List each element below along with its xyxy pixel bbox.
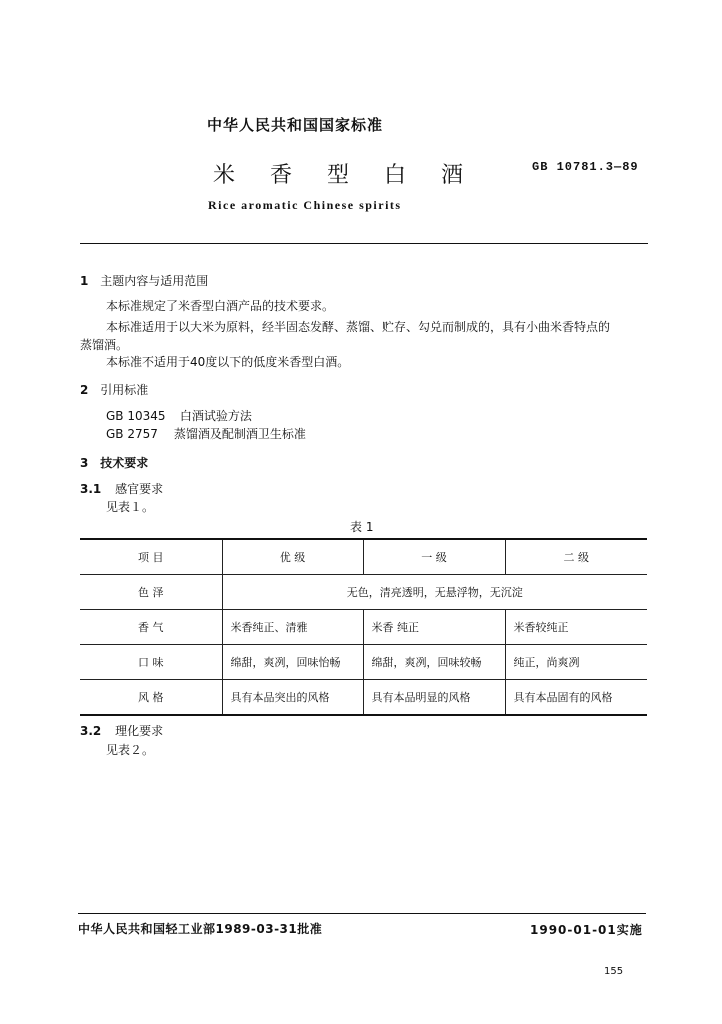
- row-item-cell: 色 泽: [80, 575, 222, 610]
- page-number: 155: [604, 966, 624, 977]
- header-cell-grade-2: 二 级: [505, 539, 647, 575]
- section-1-para-2: 本标准适用于以大米为原料，经半固态发酵、蒸馏、贮存、勾兑而制成的，具有小曲米香特点的: [106, 320, 611, 334]
- section-3-1-text: 见表１。: [106, 500, 155, 514]
- table-row: [80, 645, 647, 680]
- section-2-heading: [80, 381, 148, 398]
- section-1-para-1: 本标准规定了米香型白酒产品的技术要求。: [106, 299, 335, 313]
- table-row: [80, 610, 647, 645]
- standard-org: 中华人民共和国国家标准: [207, 116, 384, 134]
- reference-name: 蒸馏酒及配制酒卫生标准: [173, 427, 306, 441]
- table-cell: 具有本品固有的风格: [505, 680, 647, 716]
- table-header-row: [80, 539, 647, 575]
- row-item-cell: 口 味: [80, 645, 222, 680]
- header-cell-grade-1: 一 级: [363, 539, 505, 575]
- section-3-2-text: 见表２。: [106, 743, 155, 757]
- section-3-2-number: 3.2: [80, 724, 102, 738]
- header-rule: [80, 243, 648, 244]
- reference-name: 白酒试验方法: [179, 409, 252, 423]
- table-cell: 纯正，尚爽冽: [505, 645, 647, 680]
- table-cell: 绵甜，爽冽，回味较畅: [363, 645, 505, 680]
- table-cell: 绵甜，爽冽，回味怡畅: [222, 645, 363, 680]
- sensory-requirements-table: [80, 538, 647, 716]
- table-cell: 米香 纯正: [363, 610, 505, 645]
- reference-code: GB 2757: [106, 427, 158, 441]
- table-row: [80, 575, 647, 610]
- section-3-2-heading: [80, 722, 163, 739]
- section-1-heading: [80, 272, 208, 289]
- effective-date: 1990-01-01实施: [530, 923, 643, 937]
- table-cell: 米香较纯正: [505, 610, 647, 645]
- header-cell-premium: 优 级: [222, 539, 363, 575]
- section-3-2-title: 理化要求: [115, 724, 164, 738]
- document-title: 米 香 型 白 酒: [213, 163, 477, 188]
- reference-item: [106, 407, 252, 424]
- section-2-number: 2: [80, 383, 89, 397]
- section-3-1-number: 3.1: [80, 482, 102, 496]
- section-1-para-3: 本标准不适用于40度以下的低度米香型白酒。: [106, 355, 350, 369]
- section-1-number: 1: [80, 274, 89, 288]
- table-cell: 具有本品突出的风格: [222, 680, 363, 716]
- reference-item: [106, 425, 306, 442]
- table-cell: 米香纯正、清雅: [222, 610, 363, 645]
- section-3-heading: [80, 454, 148, 471]
- table-1-caption: 表 1: [350, 520, 374, 534]
- footer-rule: [78, 913, 646, 914]
- section-1-para-2-cont: 蒸馏酒。: [80, 338, 129, 352]
- merged-cell: 无色，清亮透明，无悬浮物，无沉淀: [222, 575, 647, 610]
- section-3-title: 技术要求: [100, 456, 149, 470]
- row-item-cell: 风 格: [80, 680, 222, 716]
- table-cell: 具有本品明显的风格: [363, 680, 505, 716]
- section-3-1-title: 感官要求: [115, 482, 164, 496]
- section-2-title: 引用标准: [100, 383, 149, 397]
- standard-code: GB 10781.3—89: [532, 160, 639, 174]
- row-item-cell: 香 气: [80, 610, 222, 645]
- approval-note: 中华人民共和国轻工业部1989-03-31批准: [78, 922, 323, 936]
- section-1-title: 主题内容与适用范围: [100, 274, 209, 288]
- header-cell-item: 项 目: [80, 539, 222, 575]
- table-row: [80, 680, 647, 716]
- section-3-number: 3: [80, 456, 89, 470]
- reference-code: GB 10345: [106, 409, 166, 423]
- section-3-1-heading: [80, 480, 163, 497]
- document-title-en: Rice aromatic Chinese spirits: [208, 198, 402, 212]
